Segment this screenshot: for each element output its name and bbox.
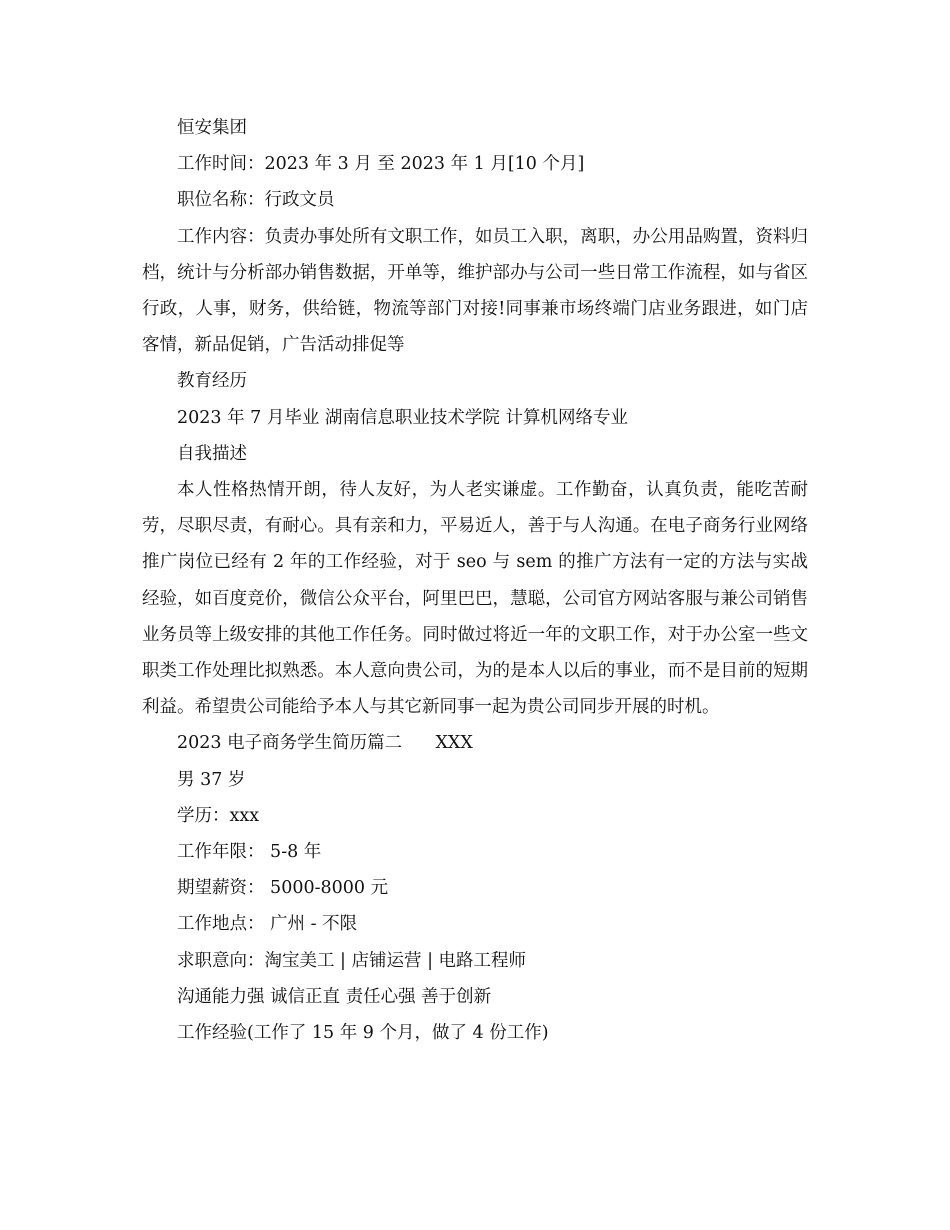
- work-years: 工作年限： 5-8 年: [177, 842, 322, 863]
- work-time: 工作时间：2023 年 3 月 至 2023 年 1 月[10 个月]: [177, 154, 585, 175]
- personal-traits: 沟通能力强 诚信正直 责任心强 善于创新: [177, 986, 492, 1007]
- self-description-heading: 自我描述: [177, 443, 247, 464]
- self-description: 本人性格热情开朗，待人友好，为人老实谦虚。工作勤奋，认真负责，能吃苦耐劳，尽职尽责，有耐心。具有亲和力，平易近人，善于与人沟通。在电子商务行业网络推广岗位已经有 2 年的工作经验，对于 seo 与 sem 的推广方法有一定的方法与实战经验，如百度竞价，微信公众平台，阿里巴巴，慧聪，公司官方网站客服与兼公司销售业务员等上级安排的其他工作任务。同时做过将近一年的文职工作，对于办公室一些文职类工作处理比拟熟悉。本人意向贵公司，为的是本人以后的事业，而不是目前的短期利益。希望贵公司能给予本人与其它新同事一起为贵公司同步开展的时机。: [142, 480, 808, 718]
- gender-age: 男 37 岁: [177, 769, 246, 790]
- education-level: 学历：xxx: [177, 805, 260, 826]
- job-content: 工作内容：负责办事处所有文职工作，如员工入职，离职，办公用品购置，资料归档，统计与分析部办销售数据，开单等，维护部办与公司一些日常工作流程，如与省区行政，人事，财务，供给链，物流等部门对接!同事兼市场终端门店业务跟进，如门店客情，新品促销，广告活动排促等: [142, 226, 808, 356]
- education-heading: 教育经历: [177, 371, 247, 392]
- work-location: 工作地点： 广州 - 不限: [177, 914, 358, 935]
- company-name: 恒安集团: [177, 118, 247, 138]
- job-intention: 求职意向：淘宝美工 | 店铺运营 | 电路工程师: [177, 950, 527, 971]
- job-title: 职位名称：行政文员: [177, 190, 335, 211]
- resume-two-title: 2023 电子商务学生简历篇二 XXX: [177, 733, 473, 754]
- education-detail: 2023 年 7 月毕业 湖南信息职业技术学院 计算机网络专业: [177, 407, 628, 428]
- expected-salary: 期望薪资： 5000-8000 元: [177, 878, 389, 899]
- resume-text: [142, 110, 808, 1051]
- work-experience-summary: 工作经验(工作了 15 年 9 个月，做了 4 份工作): [177, 1023, 549, 1044]
